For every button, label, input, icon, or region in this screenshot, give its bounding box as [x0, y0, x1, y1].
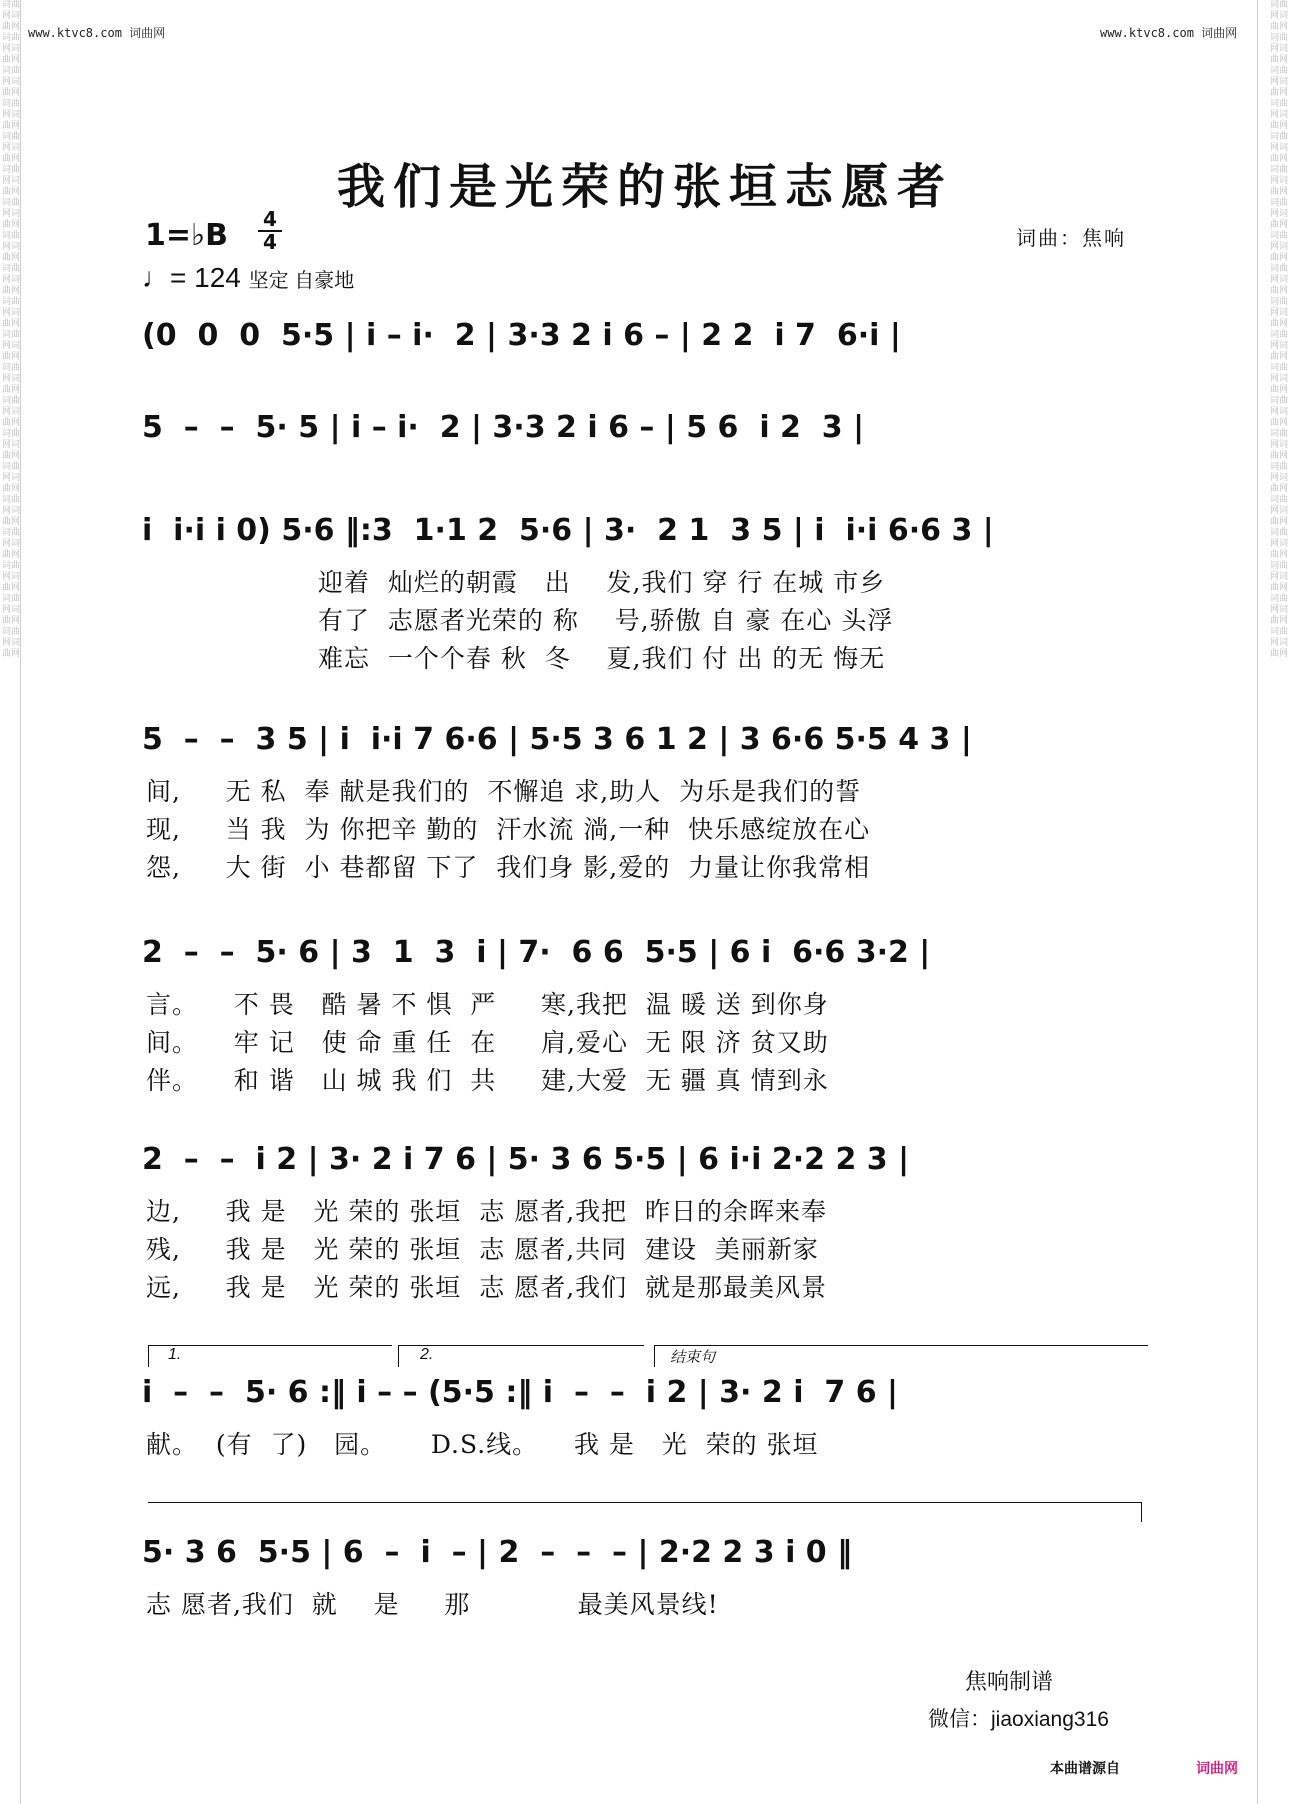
notation-row-2: 5 – – 5· 5 | i – i· 2 | 3·3 2 i 6 – | 5 6 i 2 3 | — [142, 410, 865, 445]
coda-continuation-hook — [1141, 1502, 1142, 1522]
time-top: 4 — [263, 207, 277, 231]
header-right — [1100, 24, 1237, 41]
lyric-row-4-verse-2: 现, 当 我 为 你把辛 勤的 汗水流 淌,一种 快乐感绽放在心 — [146, 815, 871, 844]
source-label: 本曲谱源自 — [1050, 1761, 1120, 1777]
composer-credit: 词曲：焦响 — [1016, 226, 1126, 250]
volta-first-line — [148, 1345, 392, 1346]
notation-row-5: 2 – – 5· 6 | 3 1 3 i | 7· 6 6 5·5 | 6 i 6·6 3·2 | — [142, 935, 931, 970]
header-right-label: 词曲网 — [1201, 26, 1238, 40]
lyric-row-6-verse-3: 远, 我 是 光 荣的 张垣 志 愿者,我们 就是那最美风景 — [146, 1273, 828, 1302]
right-edge-watermark: 词曲网词曲网词曲网词曲网词曲网词曲网词曲网词曲网词曲网词曲网词曲网词曲网词曲网词曲网词曲网词曲网词曲网词曲网词曲网词曲网词曲网词曲网词曲网词曲网词曲网词曲网词曲网词曲网词曲网词曲网词曲网词曲网词曲网词曲网词曲网词曲网词曲网词曲网词曲网词曲网 — [1270, 0, 1288, 659]
time-bottom: 4 — [263, 230, 277, 254]
wechat-contact: 微信：jiaoxiang316 — [928, 1708, 1109, 1731]
lyric-row-3-verse-3: 难忘 一个个春 秋 冬 夏,我们 付 出 的无 悔无 — [318, 644, 886, 673]
volta-second-line — [398, 1345, 644, 1346]
lyric-row-5-verse-2: 间。 牢 记 使 命 重 任 在 肩,爱心 无 限 济 贫又助 — [146, 1028, 829, 1057]
notation-row-1: (0 0 0 5·5 | i – i· 2 | 3·3 2 i 6 – | 2 2 i 7 6·i | — [142, 318, 901, 353]
header-left-label: 词曲网 — [129, 26, 166, 40]
tempo-mark: ♩= 124 — [142, 262, 241, 293]
header-left — [28, 24, 165, 41]
lyric-row-5-verse-3: 伴。 和 谐 山 城 我 们 共 建,大爱 无 疆 真 情到永 — [146, 1066, 829, 1095]
time-signature — [258, 207, 282, 254]
left-edge-line — [20, 0, 21, 1804]
right-edge-line — [1257, 0, 1258, 1804]
coda-line — [654, 1345, 1148, 1346]
notation-row-4: 5 – – 3 5 | i i·i 7 6·6 | 5·5 3 6 1 2 | 3 6·6 5·5 4 3 | — [142, 722, 972, 757]
coda-label: 结束句 — [670, 1348, 716, 1366]
arranger-credit: 焦响制谱 — [965, 1669, 1054, 1694]
key-signature: 1=♭B — [145, 218, 229, 253]
header-left-url: www.ktvc8.com — [28, 26, 122, 40]
volta-second-hook — [398, 1345, 399, 1367]
lyric-row-4-verse-3: 怨, 大 街 小 巷都留 下了 我们身 影,爱的 力量让你我常相 — [146, 853, 871, 882]
notation-row-8: 5· 3 6 5·5 | 6 – i – | 2 – – – | 2·2 2 3 i 0 ‖ — [142, 1535, 853, 1570]
volta-first-label: 1. — [168, 1346, 182, 1363]
tempo-expression: 坚定 自豪地 — [248, 270, 355, 292]
song-title: 我们是光荣的张垣志愿者 — [336, 159, 953, 215]
lyric-row-5-verse-1: 言。 不 畏 酷 暑 不 惧 严 寒,我把 温 暖 送 到你身 — [146, 990, 829, 1019]
lyric-row-3-verse-2: 有了 志愿者光荣的 称 号,骄傲 自 豪 在心 头浮 — [318, 606, 894, 635]
tempo-marking — [142, 262, 354, 294]
lyric-row-6-verse-2: 残, 我 是 光 荣的 张垣 志 愿者,共同 建设 美丽新家 — [146, 1235, 819, 1264]
header-right-url: www.ktvc8.com — [1100, 26, 1194, 40]
lyric-row-4-verse-1: 间, 无 私 奉 献是我们的 不懈追 求,助人 为乐是我们的誓 — [146, 777, 862, 806]
source-site: 词曲网 — [1196, 1761, 1238, 1777]
notation-row-7: i – – 5· 6 :‖ i – – (5·5 :‖ i – – i 2 | 3· 2 i 7 6 | — [142, 1375, 898, 1410]
coda-hook — [654, 1345, 655, 1367]
volta-second-label: 2. — [420, 1346, 434, 1363]
lyric-row-7-verse-1: 献。 (有 了) 园。 D.S.线。 我 是 光 荣的 张垣 — [146, 1430, 819, 1459]
left-edge-watermark: 词曲网词曲网词曲网词曲网词曲网词曲网词曲网词曲网词曲网词曲网词曲网词曲网词曲网词曲网词曲网词曲网词曲网词曲网词曲网词曲网词曲网词曲网词曲网词曲网词曲网词曲网词曲网词曲网词曲网词曲网词曲网词曲网词曲网词曲网词曲网词曲网词曲网词曲网词曲网词曲网 — [2, 0, 20, 659]
lyric-row-3-verse-1: 迎着 灿烂的朝霞 出 发,我们 穿 行 在城 市乡 — [318, 568, 886, 597]
notation-row-6: 2 – – i 2 | 3· 2 i 7 6 | 5· 3 6 5·5 | 6 i·i 2·2 2 3 | — [142, 1142, 910, 1177]
coda-continuation-line — [148, 1502, 1142, 1503]
volta-first-hook — [148, 1345, 149, 1367]
lyric-row-6-verse-1: 边, 我 是 光 荣的 张垣 志 愿者,我把 昨日的余晖来奉 — [146, 1197, 828, 1226]
notation-row-3: i i·i i 0) 5·6 ‖:3 1·1 2 5·6 | 3· 2 1 3 5 | i i·i 6·6 3 | — [142, 513, 994, 548]
lyric-row-8-verse-1: 志 愿者,我们 就 是 那 最美风景线! — [146, 1590, 719, 1619]
